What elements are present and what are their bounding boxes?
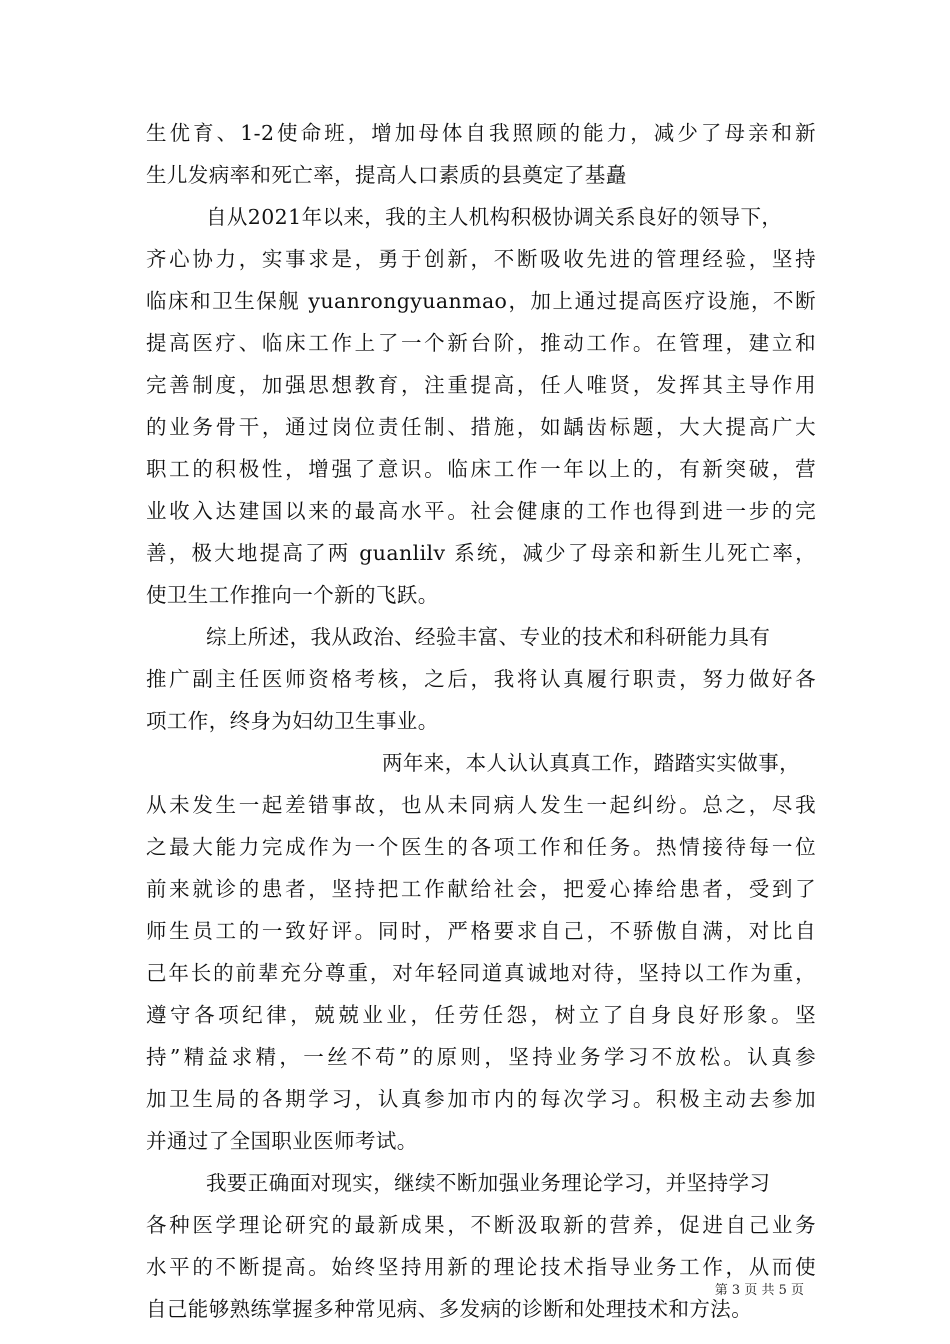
text-line: 加卫生局的各期学习，认真参加市内的每次学习。积极主动去参加: [146, 1087, 816, 1111]
page-number-footer: 第 3 页 共 5 页: [714, 1283, 804, 1298]
text-line: 提高医疗、临床工作上了一个新台阶，推动工作。在管理，建立和: [146, 331, 816, 355]
text-line: 推广副主任医师资格考核，之后，我将认真履行职责，努力做好各: [146, 667, 816, 691]
paragraph-start-line: 自从2021年以来，我的主人机构积极协调关系良好的领导下，: [206, 205, 783, 229]
text-line: 己年长的前辈充分尊重，对年轻同道真诚地对待，坚持以工作为重，: [146, 961, 816, 985]
text-line: 职工的积极性，增强了意识。临床工作一年以上的，有新突破，营: [146, 457, 816, 481]
text-line: 各种医学理论研究的最新成果，不断汲取新的营养，促进自己业务: [146, 1213, 816, 1237]
paragraph-start-line: 综上所述，我从政治、经验丰富、专业的技术和科研能力具有: [206, 625, 771, 649]
text-line: 生优育、1-2使命班，增加母体自我照顾的能力，减少了母亲和新: [146, 121, 816, 145]
text-line: 自己能够熟练掌握多种常见病、多发病的诊断和处理技术和方法。: [146, 1297, 753, 1321]
text-line: 善，极大地提高了两 guanlilv 系统，减少了母亲和新生儿死亡率，: [146, 541, 816, 565]
text-line: 生儿发病率和死亡率，提高人口素质的县奠定了基矗: [146, 163, 627, 187]
text-line: 项工作，终身为妇幼卫生事业。: [146, 709, 439, 733]
text-line: 业收入达建国以来的最高水平。社会健康的工作也得到进一步的完: [146, 499, 816, 523]
text-line: 齐心协力，实事求是，勇于创新，不断吸收先进的管理经验，坚持: [146, 247, 816, 271]
text-line: 并通过了全国职业医师考试。: [146, 1129, 418, 1153]
text-line: 临床和卫生保舰 yuanrongyuanmao，加上通过提高医疗设施，不断: [146, 289, 816, 313]
text-line: 前来就诊的患者，坚持把工作献给社会，把爱心捧给患者，受到了: [146, 877, 816, 901]
text-line: 从未发生一起差错事故，也从未同病人发生一起纠纷。总之，尽我: [146, 793, 816, 817]
document-body: [146, 112, 816, 1330]
text-line: 完善制度，加强思想教育，注重提高，任人唯贤，发挥其主导作用: [146, 373, 816, 397]
text-line: 使卫生工作推向一个新的飞跃。: [146, 583, 439, 607]
text-line: 的业务骨干，通过岗位责任制、措施，如龋齿标题，大大提高广大: [146, 415, 816, 439]
paragraph-start-line: 我要正确面对现实，继续不断加强业务理论学习，并坚持学习: [206, 1171, 771, 1195]
text-line: 水平的不断提高。始终坚持用新的理论技术指导业务工作，从而使: [146, 1255, 816, 1279]
text-line: 遵守各项纪律，兢兢业业，任劳任怨，树立了自身良好形象。坚: [146, 1003, 816, 1027]
text-line: 持”精益求精，一丝不苟”的原则，坚持业务学习不放松。认真参: [146, 1045, 816, 1069]
paragraph-start-line: 两年来，本人认认真真工作，踏踏实实做事，: [382, 751, 800, 775]
text-line: 师生员工的一致好评。同时，严格要求自己，不骄傲自满，对比自: [146, 919, 816, 943]
text-line: 之最大能力完成作为一个医生的各项工作和任务。热情接待每一位: [146, 835, 816, 859]
